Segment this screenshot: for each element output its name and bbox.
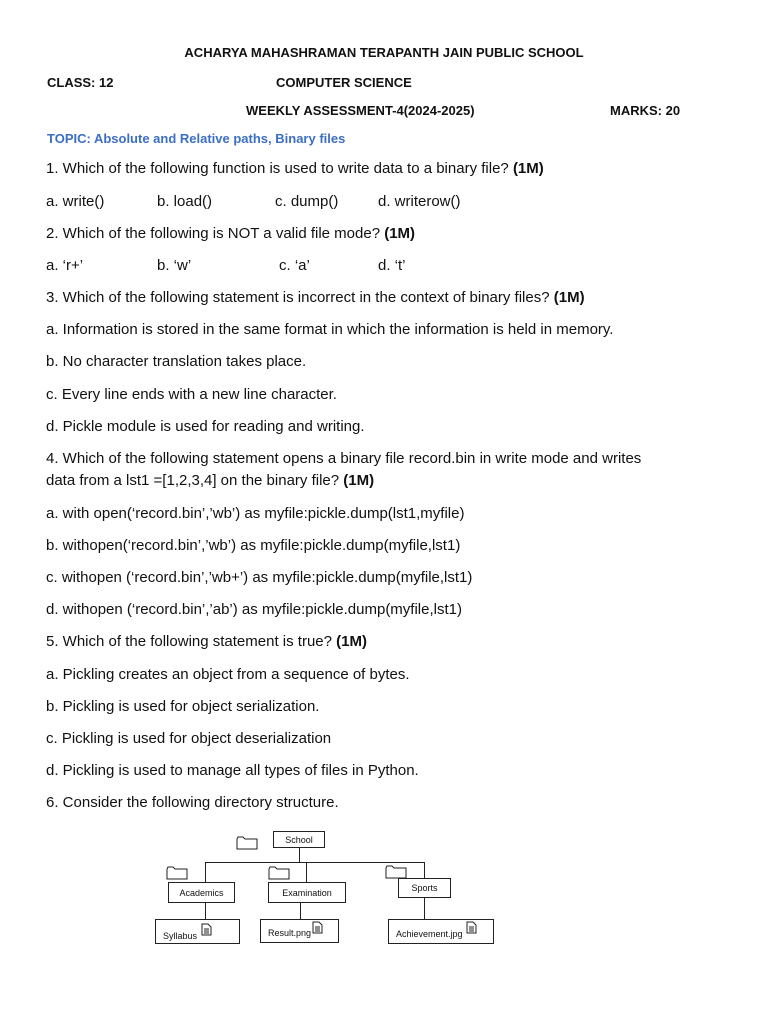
question-4-line-1: 4. Which of the following statement opens a binary file record.bin in write mode and writes <box>46 450 642 467</box>
topic-line: TOPIC: Absolute and Relative paths, Binary files <box>47 131 346 146</box>
q2-option-b: b. ‘w’ <box>157 257 192 274</box>
subject-label: COMPUTER SCIENCE <box>276 75 412 90</box>
question-1-text: 1. Which of the following function is used to write data to a binary file? <box>46 160 509 177</box>
connector-horizontal <box>205 862 424 863</box>
file-box-result <box>260 919 339 943</box>
assessment-title: WEEKLY ASSESSMENT-4(2024-2025) <box>246 103 475 118</box>
question-4-marks: (1M) <box>343 472 375 489</box>
file-box-syllabus <box>155 919 240 944</box>
class-label: CLASS: 12 <box>47 75 114 90</box>
root-folder-box: School <box>273 831 325 848</box>
connector-syllabus <box>205 903 206 919</box>
question-2 <box>46 225 415 242</box>
document-icon <box>312 921 323 934</box>
q1-option-b: b. load() <box>157 193 213 210</box>
question-2-marks: (1M) <box>384 225 416 242</box>
file-label-result: Result.png <box>268 928 312 938</box>
q3-option-c: c. Every line ends with a new line character. <box>46 386 337 403</box>
connector-academics <box>205 862 206 882</box>
q3-option-b: b. No character translation takes place. <box>46 353 307 370</box>
folder-box-academics: Academics <box>168 882 235 903</box>
marks-label: MARKS: 20 <box>610 103 681 118</box>
q2-option-d: d. ‘t’ <box>378 257 406 274</box>
q3-option-a: a. Information is stored in the same format in which the information is held in memory. <box>46 321 614 338</box>
school-name: ACHARYA MAHASHRAMAN TERAPANTH JAIN PUBLIC SCHOOL <box>184 45 584 60</box>
q4-option-c: c. withopen (‘record.bin’,’wb+’) as myfile:pickle.dump(myfile,lst1) <box>46 569 473 586</box>
file-box-achievement <box>388 919 494 944</box>
question-4-line-2 <box>46 472 374 489</box>
q4-option-b: b. withopen(‘record.bin’,’wb’) as myfile:pickle.dump(myfile,lst1) <box>46 537 461 554</box>
q4-option-d: d. withopen (‘record.bin’,’ab’) as myfile:pickle.dump(myfile,lst1) <box>46 601 462 618</box>
q1-option-d: d. writerow() <box>378 193 461 210</box>
file-label-syllabus: Syllabus <box>163 930 198 941</box>
question-3-marks: (1M) <box>553 289 585 306</box>
document-icon <box>466 921 477 934</box>
folder-box-examination: Examination <box>268 882 346 903</box>
q4-option-a: a. with open(‘record.bin’,’wb’) as myfile:pickle.dump(lst1,myfile) <box>46 505 465 522</box>
q2-option-a: a. ‘r+’ <box>46 257 84 274</box>
question-1 <box>46 160 544 177</box>
q3-option-d: d. Pickle module is used for reading and writing. <box>46 418 365 435</box>
question-4-text: data from a lst1 =[1,2,3,4] on the binary file? <box>46 472 340 489</box>
question-5-text: 5. Which of the following statement is true? <box>46 633 332 650</box>
folder-icon <box>385 865 407 879</box>
document-icon <box>201 923 212 936</box>
question-3 <box>46 289 585 306</box>
q5-option-c: c. Pickling is used for object deserialization <box>46 730 332 747</box>
file-label-achievement: Achievement.jpg <box>396 928 463 939</box>
question-5 <box>46 633 367 650</box>
connector-root-down <box>299 847 300 862</box>
q5-option-d: d. Pickling is used to manage all types of files in Python. <box>46 762 419 779</box>
question-1-marks: (1M) <box>512 160 544 177</box>
connector-result <box>300 903 301 919</box>
question-3-text: 3. Which of the following statement is incorrect in the context of binary files? <box>46 289 550 306</box>
q5-option-a: a. Pickling creates an object from a sequence of bytes. <box>46 666 410 683</box>
q1-option-c: c. dump() <box>275 193 339 210</box>
q2-option-c: c. ‘a’ <box>279 257 310 274</box>
q1-option-a: a. write() <box>46 193 105 210</box>
connector-achievement <box>424 898 425 919</box>
connector-sports <box>424 862 425 878</box>
folder-icon <box>236 836 258 850</box>
folder-icon <box>268 866 290 880</box>
folder-box-sports: Sports <box>398 878 451 898</box>
q5-option-b: b. Pickling is used for object serialization. <box>46 698 320 715</box>
question-2-text: 2. Which of the following is NOT a valid file mode? <box>46 225 381 242</box>
question-6: 6. Consider the following directory structure. <box>46 794 339 811</box>
connector-examination <box>306 862 307 882</box>
folder-icon <box>166 866 188 880</box>
question-5-marks: (1M) <box>336 633 367 650</box>
